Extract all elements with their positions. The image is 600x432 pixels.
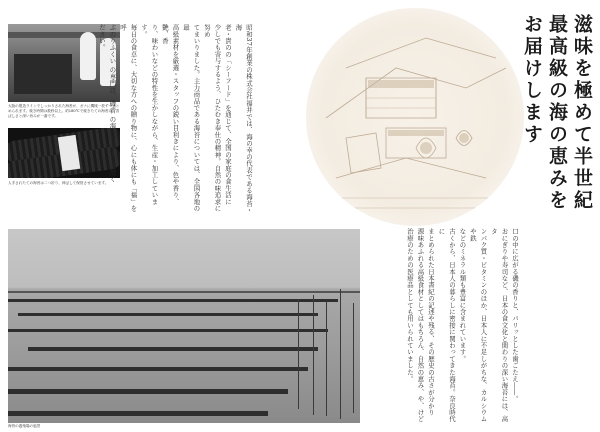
factory-caption: 大阪の製造ラインでしっかりされた海苔が、ガナに機械一枚ずつまとめられます。焼き時間は数秒以上。約180℃で焼きたての海苔は、香ばしさと深い旨みが一番です。 [8,104,120,118]
history-line: 治療のための医療品としても用いられていました。 [406,228,414,383]
company-intro-text [98,24,254,218]
intro-line: 少しでも寄与するよう、ひたむき奉仕の精神。自然の味追求に努め [203,24,222,212]
intro-line: ださい。 [98,24,106,51]
intro-line: り、味わいなどの特性を生かしながら、生産・加工しています。 [140,24,159,205]
intro-line: 高級素材を厳選・スタッフの鋭い目利きにより、色や香り、艶、香 [161,24,180,205]
history-line: まとめられた日本書紀の記述や残る、その歴史の古さが分かり [427,228,435,416]
illustration-svg [306,8,524,226]
nori-making-illustration [306,8,524,226]
history-line: 古くから、日本人の暮らしに密接に関わってきた海苔。奈良時代に [437,228,456,423]
headline-line-2: 最高級の海の恵みを [546,14,568,212]
intro-line: 毎日の食卓に、大切な方への贈り物に、心にも体にも「福」を呼 [119,24,138,212]
headline-line-1: 滋味を極めて半世紀 [571,14,593,212]
intro-line: ぶのりふくい の専門店、磯音 の海苔を是非ご愛用く [108,24,117,183]
history-line: 源味あふれる高級食材としてはもちろん、自然の恵み、や、けど [416,228,425,423]
intro-line: てまいりました。主力商品である海苔については、全国各地の最 [182,24,201,212]
headline [516,14,594,264]
intro-line: 昭和37年創業の株式会社福井では、海の幸の代表である海苔・海 [234,24,253,214]
intro-line: 老・貴のの「シーフード」を通じて、全国の家庭の食生活に [224,24,232,205]
history-line: ンパク質・ビタミンのほか、日本人に不足しがちな、カルシウムや鉄 [469,228,488,423]
history-line: などのミネラル類も豊富に含まれています。 [458,228,467,362]
nori-history-text [406,228,520,424]
nori-farm-sea-photo [8,229,360,423]
history-line: おにぎりや寿司など、日本の食文化と関わりの深い海苔には、高タ [490,228,509,423]
history-line: 口の中に広がる磯の香りと、パリッとした歯ごたえ――。 [511,228,519,403]
sea-caption: 海苔の養殖場の風景 [8,424,41,428]
headline-line-3: お届けします [521,14,543,146]
rolls-caption: 人手されたての海苔は二つ折り、伸ばして保管させています。 [8,181,109,185]
